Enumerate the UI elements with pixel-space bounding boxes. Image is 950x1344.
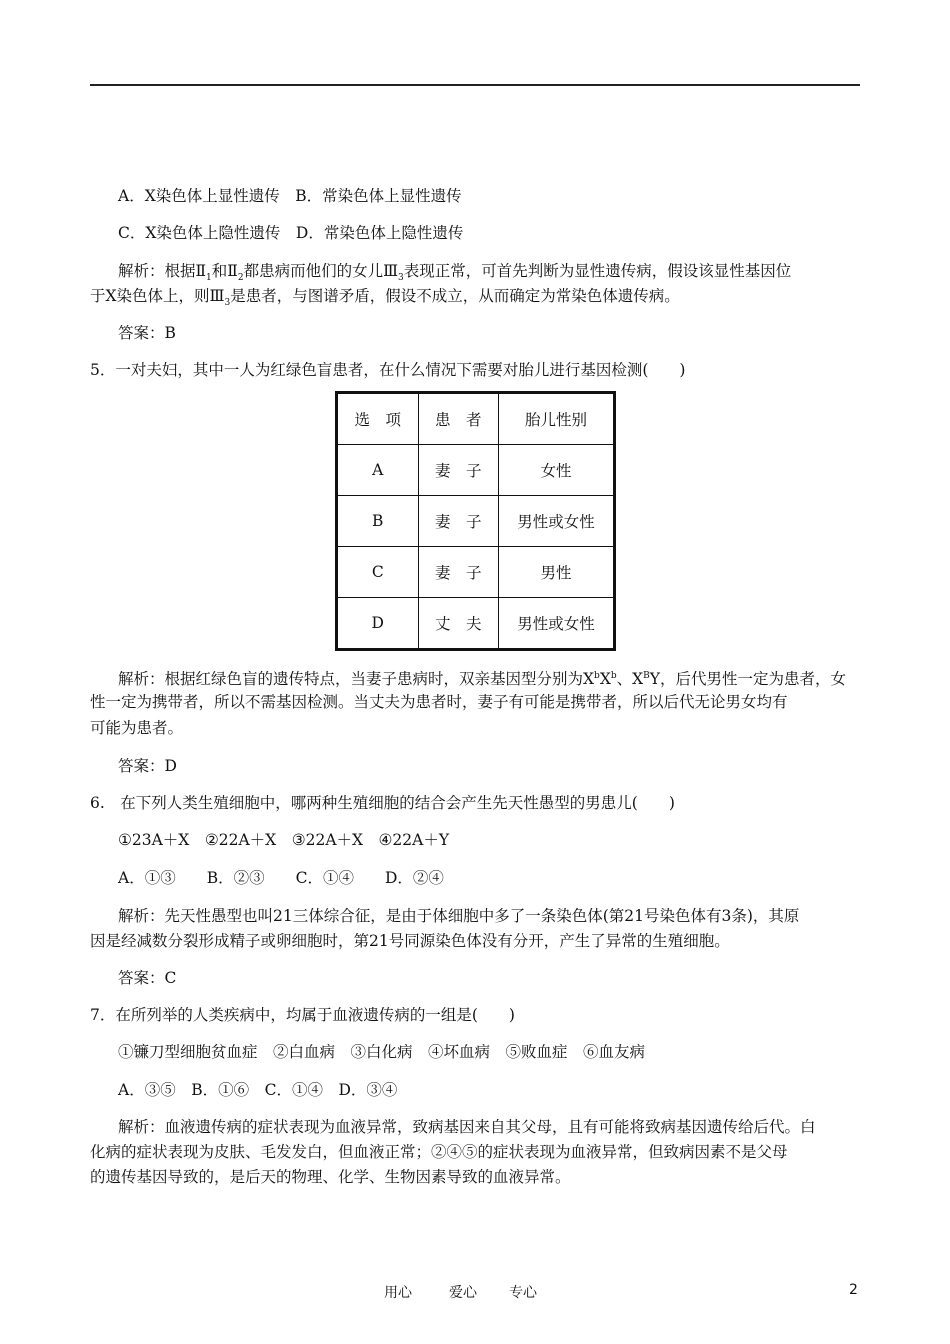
q6-options: A．①③ B．②③ C．①④ D．②④ [118, 869, 444, 887]
table-cell: 丈 夫 [418, 598, 499, 650]
q7-analysis-line3: 的遗传基因导致的，是后天的物理、化学、生物因素导致的血液异常。 [90, 1168, 571, 1186]
q6-analysis-line1: 解析：先天性愚型也叫21三体综合征，是由于体细胞中多了一条染色体(第21号染色体有3条)，其原 [118, 907, 800, 925]
table-cell: 男性或女性 [499, 496, 615, 547]
table-header-row [337, 393, 615, 445]
q6-analysis-line2: 因是经减数分裂形成精子或卵细胞时，第21号同源染色体没有分开，产生了异常的生殖细胞。 [90, 932, 730, 950]
table-cell: A [337, 445, 419, 496]
q5-analysis-line3: 可能为患者。 [90, 719, 184, 737]
q4-answer: 答案：B [118, 324, 176, 342]
q5-answer: 答案：D [118, 757, 177, 775]
footer-slogan-3: 专心 [509, 1285, 537, 1301]
table-cell: 妻 子 [418, 547, 499, 598]
q5-analysis-line2: 性一定为携带者，所以不需基因检测。当丈夫为患者时，妻子有可能是携带者，所以后代无论男女均有 [90, 693, 788, 711]
q7-options: A．③⑤ B．①⑥ C．①④ D．③④ [118, 1081, 398, 1099]
table-cell: C [337, 547, 419, 598]
q4-options-line2: C．X染色体上隐性遗传 D．常染色体上隐性遗传 [118, 224, 464, 242]
table-cell: 男性 [499, 547, 615, 598]
table-header-cell: 选 项 [337, 393, 419, 445]
table-row [337, 598, 615, 650]
q4-analysis-line1: 解析：根据$Ⅱ_1$和$Ⅱ_2$都患病而他们的女儿$Ⅲ_3$表现正常，可首先判断为显性遗传病，假设该显性基因位 [118, 262, 792, 284]
q6-answer: 答案：C [118, 969, 177, 987]
page-number: 2 [849, 1282, 858, 1298]
q5-analysis-line1: 解析：根据红绿色盲的遗传特点，当妻子患病时，双亲基因型分别为$X^bX^b$、$X^BY$，后代男性一定为患者，女 [118, 670, 847, 689]
q5-question: 5．一对夫妇，其中一人为红绿色盲患者，在什么情况下需要对胎儿进行基因检测( ) [90, 361, 686, 379]
q4-options-line1: A．X染色体上显性遗传 B．常染色体上显性遗传 [118, 187, 462, 205]
q7-items: ①镰刀型细胞贫血症 ②白血病 ③白化病 ④坏血病 ⑤败血症 ⑥血友病 [118, 1043, 646, 1061]
q7-question: 7．在所列举的人类疾病中，均属于血液遗传病的一组是( ) [90, 1006, 515, 1024]
table-cell: B [337, 496, 419, 547]
table-header-cell: 患 者 [418, 393, 499, 445]
table-header-cell: 胎儿性别 [499, 393, 615, 445]
table-cell: 男性或女性 [499, 598, 615, 650]
table-row [337, 547, 615, 598]
q6-items: ①23A＋X ②22A＋X ③22A＋X ④22A＋Y [118, 831, 450, 849]
q4-analysis-line2: 于X染色体上，则$Ⅲ_3$是患者，与图谱矛盾，假设不成立，从而确定为常染色体遗传病。 [90, 287, 680, 309]
q5-options-table [335, 391, 616, 651]
table-cell: 妻 子 [418, 445, 499, 496]
table-cell: 妻 子 [418, 496, 499, 547]
footer-slogan-1: 用心 [384, 1285, 412, 1301]
q7-analysis-line1: 解析：血液遗传病的症状表现为血液异常，致病基因来自其父母，且有可能将致病基因遗传给后代。白 [118, 1118, 816, 1136]
q7-analysis-line2: 化病的症状表现为皮肤、毛发发白，但血液正常；②④⑤的症状表现为血液异常，但致病因素不是父母 [90, 1143, 788, 1161]
table-cell: 女性 [499, 445, 615, 496]
table-cell: D [337, 598, 419, 650]
footer-slogan-2: 爱心 [449, 1285, 477, 1301]
header-rule [90, 84, 860, 86]
table-row [337, 496, 615, 547]
table-row [337, 445, 615, 496]
q6-question: 6. 在下列人类生殖细胞中，哪两种生殖细胞的结合会产生先天性愚型的男患儿( ) [90, 794, 675, 812]
